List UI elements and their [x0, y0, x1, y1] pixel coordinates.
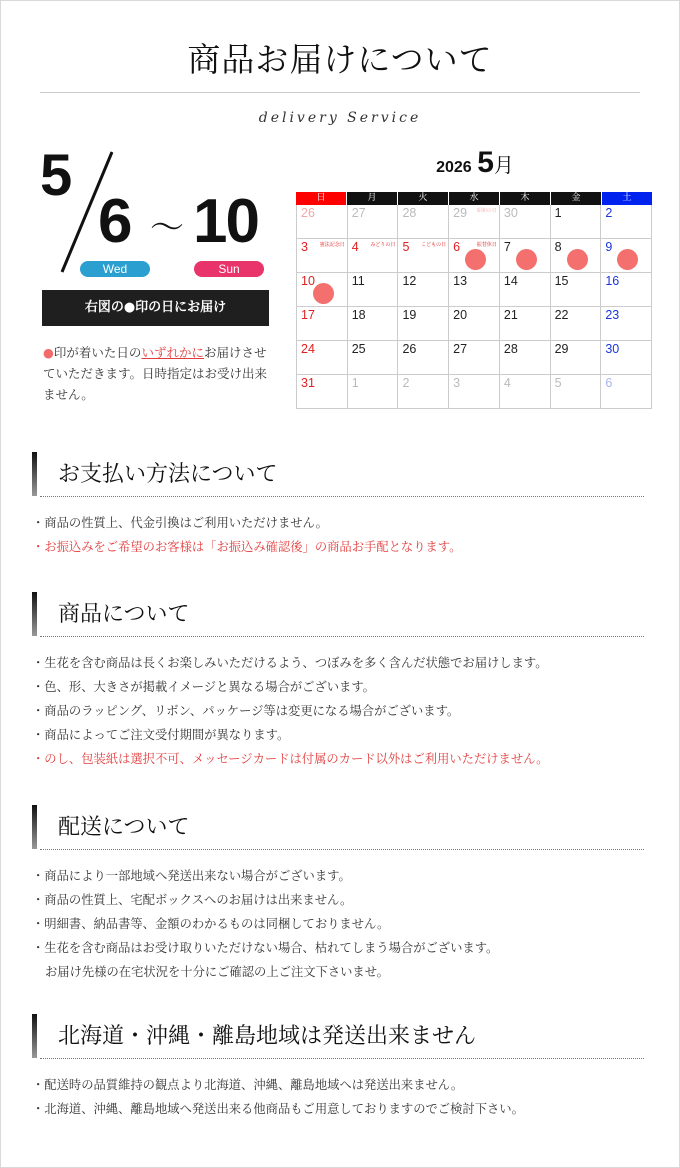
calendar-day — [500, 341, 551, 375]
calendar-day-number: 19 — [402, 308, 417, 322]
holiday-name: 昭和の日 — [476, 208, 497, 214]
calendar-day — [348, 375, 399, 409]
calendar-day-number: 28 — [503, 342, 518, 356]
calendar-day-number: 23 — [605, 308, 620, 322]
page-subtitle: delivery Service — [258, 110, 422, 126]
calendar-day — [348, 307, 399, 341]
calendar-title — [298, 146, 652, 180]
calendar-day-number: 28 — [402, 206, 417, 220]
calendar-grid — [296, 205, 652, 409]
delivery-mark — [567, 249, 588, 270]
calendar-day-number: 6 — [605, 376, 613, 390]
calendar-day-number: 22 — [554, 308, 569, 322]
list-item: ・生花を含む商品は長くお楽しみいただけるよう、つぼみを多く含んだ状態でお届けします。 — [32, 656, 548, 670]
calendar-week — [297, 239, 652, 273]
calendar-day-number: 18 — [351, 308, 366, 322]
calendar-day — [449, 273, 500, 307]
list-item: ・生花を含む商品はお受け取りいただけない場合、枯れてしまう場合がございます。 — [32, 941, 499, 955]
calendar-weekday: 金 — [551, 192, 601, 205]
delivery-end-day: 10 — [193, 187, 258, 256]
calendar-day — [348, 341, 399, 375]
section-list — [32, 864, 680, 984]
info-section — [32, 592, 644, 766]
calendar-year: 2026 — [436, 159, 472, 176]
calendar-day — [601, 341, 652, 375]
calendar-day — [398, 239, 449, 273]
delivery-month: 5 — [40, 143, 73, 208]
list-item: ・商品によってご注文受付期間が異なります。 — [32, 728, 290, 742]
list-item: ・北海道、沖縄、離島地域へ発送出来る他商品もご用意しておりますのでご検討下さい。 — [32, 1102, 524, 1116]
calendar-month-suffix: 月 — [493, 153, 514, 177]
info-section — [32, 1014, 644, 1116]
calendar-weekday-header — [296, 192, 652, 205]
calendar-weekday: 月 — [347, 192, 397, 205]
calendar-week — [297, 273, 652, 307]
info-section — [32, 805, 644, 979]
calendar-day-number: 31 — [301, 376, 315, 390]
calendar-day-number: 15 — [554, 274, 569, 288]
calendar-day — [500, 307, 551, 341]
calendar-day-number: 1 — [351, 376, 359, 390]
info-section — [32, 452, 644, 554]
calendar-day — [398, 375, 449, 409]
list-item: ・商品により一部地域へ発送出来ない場合がございます。 — [32, 869, 351, 883]
list-item: ・配送時の品質維持の観点より北海道、沖縄、離島地域へは発送出来ません。 — [32, 1078, 464, 1092]
calendar-day-number: 5 — [402, 240, 410, 254]
note-text-a: 印が着いた日の — [53, 345, 142, 360]
calendar-day-number: 4 — [351, 240, 359, 254]
calendar-month: 5 — [477, 146, 494, 179]
section-accent-bar — [32, 1014, 37, 1058]
calendar-day-number: 12 — [402, 274, 417, 288]
calendar-day — [449, 239, 500, 273]
section-list — [32, 1073, 680, 1121]
calendar-day — [449, 341, 500, 375]
list-item: お届け先様の在宅状況を十分にご確認の上ご注文下さいませ。 — [45, 965, 389, 979]
calendar-day-number: 29 — [453, 206, 468, 220]
section-divider — [40, 849, 644, 850]
calendar-weekday: 土 — [602, 192, 652, 205]
calendar-day-number: 13 — [453, 274, 468, 288]
calendar-day-number: 17 — [301, 308, 315, 322]
calendar-day — [398, 341, 449, 375]
section-header — [32, 805, 644, 849]
section-title: 北海道・沖縄・離島地域は発送出来ません — [58, 1024, 477, 1049]
list-item: ・商品の性質上、代金引換はご利用いただけません。 — [32, 516, 328, 530]
calendar-weekday: 火 — [398, 192, 448, 205]
calendar-day-number: 25 — [351, 342, 366, 356]
calendar-day — [348, 273, 399, 307]
note-dot: ● — [43, 345, 54, 360]
calendar-day — [348, 239, 399, 273]
calendar-day-number: 2 — [402, 376, 410, 390]
holiday-name: 振替休日 — [476, 242, 497, 248]
section-accent-bar — [32, 452, 37, 496]
delivery-mark — [516, 249, 537, 270]
end-weekday-badge: Sun — [194, 261, 264, 277]
section-list — [32, 651, 680, 771]
calendar-day — [297, 307, 348, 341]
section-header — [32, 452, 644, 496]
delivery-note — [43, 342, 278, 405]
calendar-day — [348, 205, 399, 239]
calendar-day-number: 30 — [503, 206, 518, 220]
delivery-start-day: 6 — [98, 187, 133, 256]
calendar-day — [500, 375, 551, 409]
calendar-day — [449, 205, 500, 239]
title-divider — [40, 92, 640, 93]
section-accent-bar — [32, 592, 37, 636]
date-range-tilde: 〜 — [150, 209, 184, 247]
calendar-day-number: 10 — [301, 274, 315, 288]
calendar-day — [551, 239, 602, 273]
calendar-day-number: 8 — [554, 240, 562, 254]
list-item: ・お振込みをご希望のお客様は「お振込み確認後」の商品お手配となります。 — [32, 540, 462, 554]
list-item: ・商品のラッピング、リボン、パッケージ等は変更になる場合がございます。 — [32, 704, 460, 718]
list-item: ・明細書、納品書等、金額のわかるものは同梱しておりません。 — [32, 917, 390, 931]
list-item: ・商品の性質上、宅配ボックスへのお届けは出来ません。 — [32, 893, 353, 907]
calendar-day — [297, 273, 348, 307]
list-item: ・色、形、大きさが掲載イメージと異なる場合がございます。 — [32, 680, 375, 694]
calendar-day — [500, 273, 551, 307]
calendar-day — [551, 341, 602, 375]
holiday-name: こどもの日 — [421, 242, 447, 248]
section-divider — [40, 1058, 644, 1059]
calendar-day — [551, 307, 602, 341]
page-title: 商品お届けについて — [187, 40, 493, 79]
delivery-banner: 右図の●印の日にお届け — [42, 290, 269, 326]
calendar-day-number: 30 — [605, 342, 620, 356]
calendar-day — [449, 307, 500, 341]
calendar-day-number: 11 — [351, 274, 365, 288]
calendar-week — [297, 375, 652, 409]
calendar-day — [398, 307, 449, 341]
calendar-day — [551, 375, 602, 409]
start-weekday-badge: Wed — [80, 261, 150, 277]
delivery-mark — [617, 249, 638, 270]
calendar-weekday: 日 — [296, 192, 346, 205]
calendar-day — [601, 205, 652, 239]
list-item: ・のし、包装紙は選択不可、メッセージカードは付属のカード以外はご利用いただけません。 — [32, 752, 549, 766]
calendar-day-number: 3 — [301, 240, 308, 254]
delivery-mark — [313, 283, 334, 304]
calendar-day-number: 21 — [503, 308, 518, 322]
calendar-day — [500, 239, 551, 273]
section-title: 配送について — [58, 815, 190, 840]
calendar-day-number: 26 — [402, 342, 417, 356]
calendar-day — [297, 205, 348, 239]
calendar-day — [601, 307, 652, 341]
section-list — [32, 511, 680, 559]
holiday-name: 憲法記念日 — [319, 242, 345, 248]
note-text-b: お届けさせていただきます。日時指定はお受け出来ません。 — [43, 345, 268, 402]
calendar-day-number: 6 — [453, 240, 461, 254]
calendar-day — [297, 239, 348, 273]
calendar-day — [297, 341, 348, 375]
calendar-week — [297, 307, 652, 341]
calendar-day-number: 20 — [453, 308, 468, 322]
calendar-day — [601, 273, 652, 307]
calendar-week — [297, 341, 652, 375]
holiday-name: みどりの日 — [370, 242, 396, 248]
calendar-day-number: 16 — [605, 274, 620, 288]
calendar-day-number: 26 — [301, 206, 315, 220]
section-divider — [40, 636, 644, 637]
calendar-day-number: 14 — [503, 274, 518, 288]
calendar-day-number: 29 — [554, 342, 569, 356]
calendar-day-number: 2 — [605, 206, 613, 220]
calendar-day-number: 3 — [453, 376, 461, 390]
calendar-day-number: 9 — [605, 240, 613, 254]
calendar-day-number: 5 — [554, 376, 562, 390]
calendar-day — [601, 375, 652, 409]
section-divider — [40, 496, 644, 497]
calendar-week — [297, 205, 652, 239]
calendar-day — [449, 375, 500, 409]
calendar-day-number: 4 — [503, 376, 511, 390]
calendar-day-number: 24 — [301, 342, 315, 356]
section-accent-bar — [32, 805, 37, 849]
calendar-day — [398, 205, 449, 239]
calendar-day — [398, 273, 449, 307]
delivery-mark — [465, 249, 486, 270]
calendar-weekday: 水 — [449, 192, 499, 205]
calendar-day — [500, 205, 551, 239]
calendar-day — [551, 273, 602, 307]
section-title: お支払い方法について — [58, 462, 278, 487]
calendar-day-number: 27 — [351, 206, 366, 220]
section-title: 商品について — [58, 602, 190, 627]
calendar-day — [551, 205, 602, 239]
calendar-day-number: 27 — [453, 342, 468, 356]
calendar-day — [297, 375, 348, 409]
calendar-weekday: 木 — [500, 192, 550, 205]
note-text-red: いずれかに — [141, 345, 204, 360]
section-header — [32, 592, 644, 636]
section-header — [32, 1014, 644, 1058]
calendar-day-number: 1 — [554, 206, 562, 220]
calendar — [296, 192, 652, 409]
calendar-day — [601, 239, 652, 273]
calendar-day-number: 7 — [503, 240, 511, 254]
